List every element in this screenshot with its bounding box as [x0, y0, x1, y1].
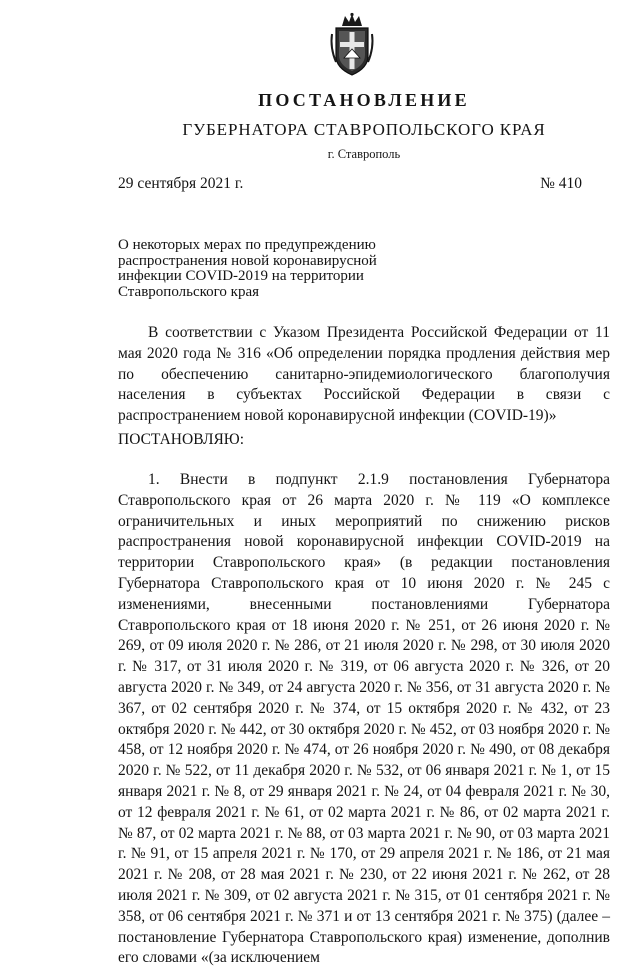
coat-of-arms-emblem	[328, 12, 376, 78]
document-type-title: ПОСТАНОВЛЕНИЕ	[258, 90, 470, 110]
preamble-paragraph: В соответствии с Указом Президента Российской Федерации от 11 мая 2020 года № 316 «Об определении порядка продления действия мер по обеспечению санитарно-эпидемиологического благополучия населения в субъектах Российской Федерации в связи с распространением новой коронавирусной инфекции (COVID-19)»	[118, 324, 610, 425]
heading-line: Ставропольского края	[118, 283, 259, 300]
city-label: г. Ставрополь	[327, 147, 401, 161]
document-number: № 410	[540, 175, 582, 192]
decree-word: ПОСТАНОВЛЯЮ:	[118, 431, 245, 448]
document-date: 29 сентября 2021 г.	[118, 175, 244, 192]
issuer-title: ГУБЕРНАТОРА СТАВРОПОЛЬСКОГО КРАЯ	[182, 120, 546, 139]
heading-line: инфекции COVID-2019 на территории	[118, 268, 364, 284]
heading-line: распространения новой коронавирусной	[118, 252, 377, 269]
document-heading	[118, 238, 388, 300]
heading-line: О некоторых мерах по предупреждению	[118, 237, 376, 253]
clause-1-paragraph: 1. Внести в подпункт 2.1.9 постановления Губернатора Ставропольского края от 26 марта 2020 г. № 119 «О комплексе ограничительных и иных мероприятий по снижению рисков распространения новой коронавирусной инфекции COVID-2019 на территории Ставропольского края» (в редакции постановления Губернатора Ставропольского края от 10 июня 2020 г. № 245 с изменениями, внесенными постановлениями Губернатора Ставропольского края от 18 июня 2020 г. № 251, от 26 июня 2020 г. № 269, от 09 июля 2020 г. № 286, от 21 июля 2020 г. № 298, от 30 июля 2020 г. № 317, от 31 июля 2020 г. № 319, от 06 августа 2020 г. № 326, от 20 августа 2020 г. № 349, от 24 августа 2020 г. № 356, от 31 августа 2020 г. № 367, от 02 сентября 2020 г. № 374, от 15 октября 2020 г. № 432, от 23 октября 2020 г. № 442, от 30 октября 2020 г. № 452, от 03 ноября 2020 г. № 458, от 12 ноября 2020 г. № 474, от 26 ноября 2020 г. № 490, от 08 декабря 2020 г. № 522, от 11 декабря 2020 г. № 532, от 06 января 2021 г. № 1, от 15 января 2021 г. № 8, от 29 января 2021 г. № 24, от 04 февраля 2021 г. № 30, от 12 февраля 2021 г. № 61, от 02 марта 2021 г. № 86, от 02 марта 2021 г. № 87, от 02 марта 2021 г. № 88, от 03 марта 2021 г. № 90, от 03 марта 2021 г. № 91, от 15 апреля 2021 г. № 170, от 29 апреля 2021 г. № 186, от 21 мая 2021 г. № 208, от 28 мая 2021 г. № 230, от 22 июня 2021 г. № 262, от 28 июля 2021 г. № 309, от 02 августа 2021 г. № 315, от 01 сентября 2021 г. № 358, от 06 сентября 2021 г. № 371 и от 13 сентября 2021 г. № 375) (далее – постановление Губернатора Ставропольского края) изменение, дополнив его словами «(за исключением	[118, 471, 610, 967]
